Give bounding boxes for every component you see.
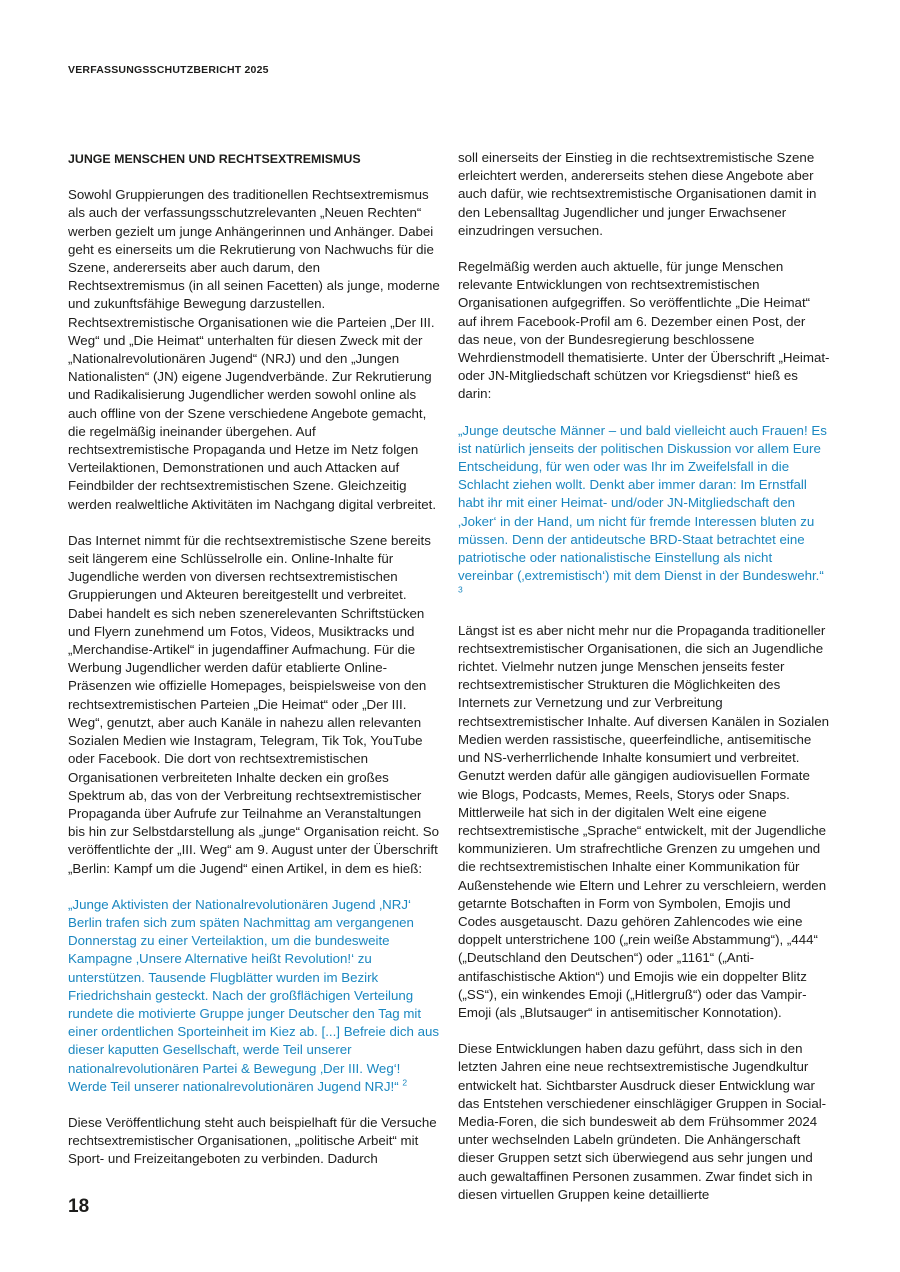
block-quote [458,422,830,604]
paragraph: Diese Entwicklungen haben dazu geführt, dass sich in den letzten Jahren eine neue rechtsextremistische Jugendkultur entwickelt hat. Sichtbarster Ausdruck dieser Entwicklung war das Entstehen verschiedener einschlägiger Gruppen in Social-Media-Foren, die sich bundesweit ab dem Frühsommer 2024 unter wechselnden Labeln gründeten. Die Anhängerschaft dieser Gruppen setzt sich überwiegend aus sehr jungen und auch gewaltaffinen Personen zusammen. Zwar findet sich in diesen virtuellen Gruppen keine detaillierte [458,1041,827,1202]
page-number: 18 [68,1196,90,1217]
paragraph: Das Internet nimmt für die rechtsextremistische Szene bereits seit längerem eine Schlüsselrolle ein. Online-Inhalte für Jugendliche werden von diversen rechtsextremistischen Gruppierungen und Akteuren bereitgestellt und verbreitet. Dabei handelt es sich neben szenerelevanten Schriftstücken und Flyern zunehmend um Fotos, Videos, Musiktracks und „Merchandise-Artikel“ in jugendaffiner Aufmachung. Für die Werbung Jugendlicher werden dafür etablierte Online-Präsenzen wie offizielle Homepages, beispielsweise von den rechtsextremistischen Parteien „Die Heimat“ oder „Der III. Weg“, genutzt, aber auch Kanäle in nahezu allen relevanten Sozialen Medien wie Instagram, Telegram, Tik Tok, YouTube oder Facebook. Die dort von rechtsextremistischen Organisationen verbreiteten Inhalte decken ein großes Spektrum ab, das von der Verbreitung rechtsextremistischer Propaganda über Aufrufe zur Teilnahme an Veranstaltungen bis hin zur Selbstdarstellung als „junge“ Organisation reicht. So veröffentlichte der „III. Weg“ am 9. August unter der Überschrift „Berlin: Kampf um die Jugend“ einen Artikel, in dem es hieß: [68,532,440,876]
right-column [458,149,830,1222]
paragraph: Sowohl Gruppierungen des traditionellen Rechtsextremismus als auch der verfassungsschutzrelevanten „Neuen Rechten“ werben gezielt um junge Anhängerinnen und Anhänger. Dabei geht es einerseits um die Rekrutierung von Nachwuchs für die Szene, andererseits aber auch darum, den Rechtsextremismus (in all seinen Facetten) als junge, moderne und zukunftsfähige Bewegung darzustellen. Rechtsextremistische Organisationen wie die Parteien „Der III. Weg“ und „Die Heimat“ unterhalten für diesen Zweck mit der „Nationalrevolutionären Jugend“ (NRJ) und den „Jungen Nationalisten“ (JN) eigene Jugendverbände. Zur Rekrutierung und Radikalisierung Jugendlicher werden sowohl online als auch offline von der Szene verschiedene Angebote gemacht, die regelmäßig ineinander übergehen. Auf rechtsextremistische Propaganda und Hetze im Netz folgen Verteilaktionen, Demonstrationen und auch Attacken auf Feindbilder der rechtsextremistischen Szene. Gleichzeitig werden realweltliche Aktivitäten im Nachgang digital verbreitet. [68,187,440,512]
quote-text: „Junge Aktivisten der Nationalrevolutionären Jugend ‚NRJ‘ Berlin trafen sich zum späten Nachmittag am vergangenen Donnerstag zu einer Verteilaktion, um die bundesweite Kampagne ‚Unsere Alternative heißt Revolution!‘ zu unterstützen. Tausende Flugblätter wurden im Bezirk Friedrichshain gesteckt. Nach der großflächigen Verteilung rundete die motivierte Gruppe junger Deutscher den Tag mit einer ordentlichen Sporteinheit im Kiez ab. [...] Befreie dich aus dieser kaputten Gesellschaft, werde Teil unserer nationalrevolutionären Partei & Bewegung ‚Der III. Weg‘! Werde Teil unserer nationalrevolutionären Jugend NRJ!“ [68,896,440,1094]
paragraph: Längst ist es aber nicht mehr nur die Propaganda traditioneller rechtsextremistischer Organisationen, die sich an Jugendliche richtet. Vielmehr nutzen junge Menschen jenseits fester rechtsextremistischer Strukturen die Möglichkeiten des Internets zur Vernetzung und zur Verbreitung rechtsextremistischer Inhalte. Auf diversen Kanälen in Sozialen Medien werden rassistische, queerfeindliche, antisemitische und NS-verherrlichende Inhalte konsumiert und verbreitet. Genutzt werden dafür alle gängigen audiovisuellen Formate wie Blogs, Podcasts, Memes, Reels, Storys oder Snaps. Mittlerweile hat sich in der digitalen Welt eine eigene rechtsextremistische „Sprache“ entwickelt, mit der Jugendliche kommunizieren. Um strafrechtliche Grenzen zu umgehen und die rechtsextremistischen Inhalte einer Kommunikation für Außenstehende wie Eltern und Lehrer zu verschleiern, werden getarnte Botschaften in Form von Symbolen, Emojis und Codes ausgetauscht. Dazu gehören Zahlencodes wie eine doppelt unterstrichene 100 („rein weiße Abstammung“), „444“ („Deutschland den Deutschen“) oder „1161“ („Anti-antifaschistische Aktion“) und Emojis wie ein doppelter Blitz („SS“), ein winkendes Emoji („Hitlergruß“) oder das Vampir-Emoji (als „Blutsauger“ in antisemitischer Konnotation). [458,622,830,1020]
paragraph: soll einerseits der Einstieg in die rechtsextremistische Szene erleichtert werden, andererseits stehen diese Angebote aber auch dafür, wie rechtsextremistische Organisationen damit in den Lebensalltag Jugendlicher und junger Erwachsener einzudringen versuchen. [458,150,817,238]
running-header: VERFASSUNGSSCHUTZBERICHT 2025 [68,64,269,76]
paragraph: Diese Veröffentlichung steht auch beispielhaft für die Versuche rechtsextremistischer Organisationen, „politische Arbeit“ mit Sport- und Freizeitangeboten zu verbinden. Dadurch [68,1114,437,1167]
footnote-marker: 2 [402,1077,408,1088]
left-column [68,149,440,1187]
section-heading: JUNGE MENSCHEN UND RECHTSEXTREMISMUS [68,152,361,166]
quote-text: „Junge deutsche Männer – und bald vielleicht auch Frauen! Es ist natürlich jenseits der politischen Diskussion vor allem Eure Entscheidung, für wen oder was Ihr im Zweifelsfall in die Schlacht ziehen wollt. Denkt aber immer daran: Im Ernstfall habt ihr mit einer Heimat- und/oder JN-Mitgliedschaft den ‚Joker‘ in der Hand, um nicht für fremde Interessen bluten zu müssen. Denn der antideutsche BRD-Staat betrachtet eine patriotische oder nationalistische Einstellung als nicht vereinbar (‚extremistisch‘) mit dem Dienst in der Bundeswehr.“ [458,422,827,584]
block-quote [68,896,440,1096]
paragraph: Regelmäßig werden auch aktuelle, für junge Menschen relevante Entwicklungen von rechtsextremistischen Organisationen aufgegriffen. So veröffentlichte „Die Heimat“ auf ihrem Facebook-Profil am 6. Dezember einen Post, der das neue, von der Bundesregierung beschlossene Wehrdienstmodell thematisierte. Unter der Überschrift „Heimat- oder JN-Mitgliedschaft schützen vor Kriegsdienst“ hieß es darin: [458,259,830,402]
footnote-marker: 3 [458,585,463,596]
